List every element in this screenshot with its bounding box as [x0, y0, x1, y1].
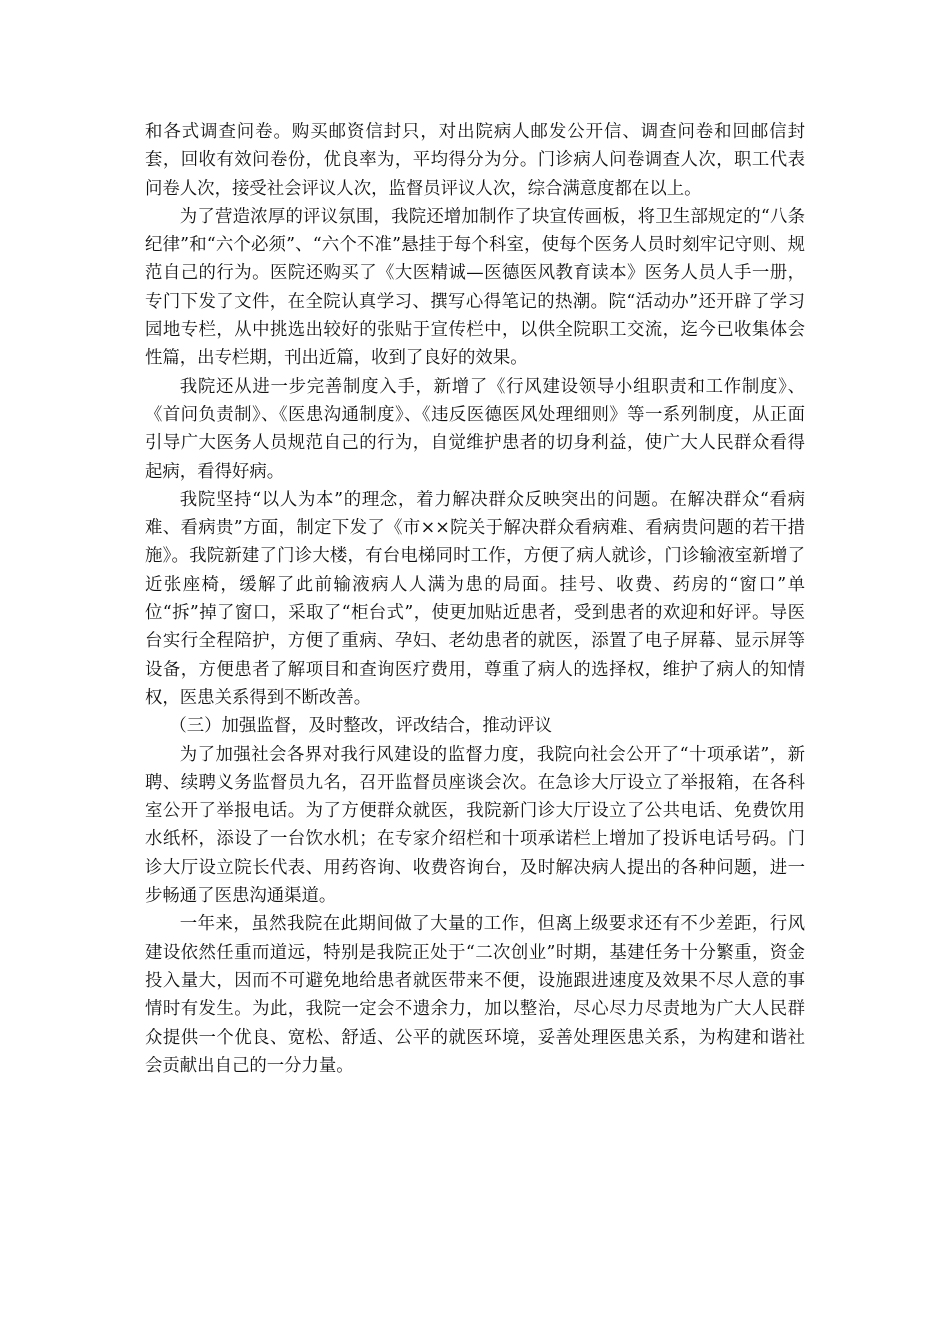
- paragraph-people-oriented: 我院坚持“以人为本”的理念，着力解决群众反映突出的问题。在解决群众“看病难、看病贵”方面，制定下发了《市××院关于解决群众看病难、看病贵问题的若干措施》。我院新建了门诊大楼，有台电梯同时工作，方便了病人就诊，门诊输液室新增了近张座椅，缓解了此前输液病人人满为患的局面。挂号、收费、药房的“窗口”单位“拆”掉了窗口，采取了“柜台式”，使更加贴近患者，受到患者的欢迎和好评。导医台实行全程陪护，方便了重病、孕妇、老幼患者的就医，添置了电子屏幕、显示屏等设备，方便患者了解项目和查询医疗费用，尊重了病人的选择权，维护了病人的知情权，医患关系得到不断改善。: [145, 489, 805, 708]
- paragraph-survey-results: 和各式调查问卷。购买邮资信封只，对出院病人邮发公开信、调查问卷和回邮信封套，回收有效问卷份，优良率为，平均得分为分。门诊病人问卷调查人次，职工代表问卷人次，接受社会评议人次，监督员评议人次，综合满意度都在以上。: [145, 122, 805, 199]
- document-page: [145, 118, 805, 1080]
- paragraph-conclusion: 一年来，虽然我院在此期间做了大量的工作，但离上级要求还有不少差距，行风建设依然任重而道远，特别是我院正处于“二次创业”时期，基建任务十分繁重，资金投入量大，因而不可避免地给患者就医带来不便，设施跟进速度及效果不尽人意的事情时有发生。为此，我院一定会不遗余力，加以整治，尽心尽力尽责地为广大人民群众提供一个优良、宽松、舒适、公平的就医环境，妥善处理医患关系，为构建和谐社会贡献出自己的一分力量。: [145, 914, 805, 1076]
- section-heading-supervision: （三）加强监督，及时整改，评改结合，推动评议: [169, 716, 552, 737]
- paragraph-public-supervision: 为了加强社会各界对我行风建设的监督力度，我院向社会公开了“十项承诺”，新聘、续聘义务监督员九名，召开监督员座谈会次。在急诊大厅设立了举报箱，在各科室公开了举报电话。为了方便群众就医，我院新门诊大厅设立了公共电话、免费饮用水纸杯，添设了一台饮水机；在专家介绍栏和十项承诺栏上增加了投诉电话号码。门诊大厅设立院长代表、用药咨询、收费咨询台，及时解决病人提出的各种问题，进一步畅通了医患沟通渠道。: [145, 744, 805, 907]
- paragraph-new-regulations: 我院还从进一步完善制度入手，新增了《行风建设领导小组职责和工作制度》、《首问负责制》、《医患沟通制度》、《违反医德医风处理细则》等一系列制度，从正面引导广大医务人员规范自己的行为，自觉维护患者的切身利益，使广大人民群众看得起病，看得好病。: [145, 376, 805, 482]
- paragraph-publicity-boards: 为了营造浓厚的评议氛围，我院还增加制作了块宣传画板，将卫生部规定的“八条纪律”和“六个必须”、“六个不准”悬挂于每个科室，使每个医务人员时刻牢记守则、规范自己的行为。医院还购买了《大医精诚—医德医风教育读本》医务人员人手一册，专门下发了文件，在全院认真学习、撰写心得笔记的热潮。院“活动办”还开辟了学习园地专栏，从中挑选出较好的张贴于宣传栏中，以供全院职工交流，迄今已收集体会性篇，出专栏期，刊出近篇，收到了良好的效果。: [145, 206, 805, 369]
